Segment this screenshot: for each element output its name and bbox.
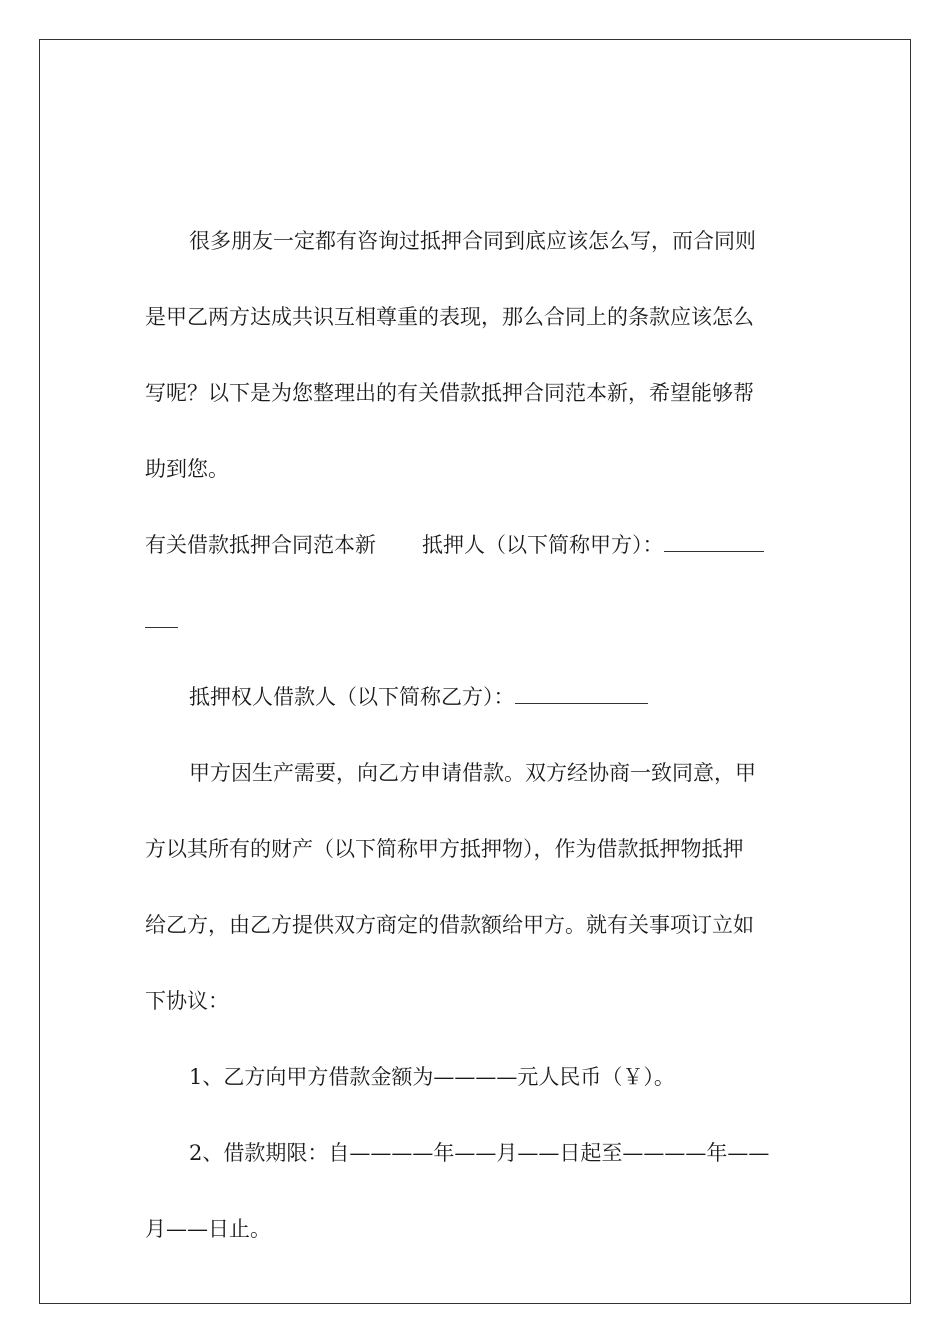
mortgagee-blank xyxy=(515,685,648,704)
mortgagee-label: 抵押权人借款人（以下简称乙方）： xyxy=(189,685,515,709)
intro-line: 很多朋友一定都有咨询过抵押合同到底应该怎么写，而合同则 xyxy=(189,229,756,253)
mortgagor-blank-continuation-line xyxy=(145,583,805,659)
body-line: 甲方因生产需要，向乙方申请借款。双方经协商一致同意，甲 xyxy=(189,761,756,785)
body-line: 方以其所有的财产（以下简称甲方抵押物），作为借款抵押物抵押 xyxy=(145,837,744,861)
body-line: 给乙方，由乙方提供双方商定的借款额给甲方。就有关事项订立如 xyxy=(145,913,754,937)
intro-line: 是甲乙两方达成共识互相尊重的表现，那么合同上的条款应该怎么 xyxy=(145,305,754,329)
mortgagor-blank xyxy=(664,533,764,552)
mortgagor-blank-continuation xyxy=(145,609,178,628)
mortgagee-line xyxy=(145,659,805,735)
document-body xyxy=(145,203,805,1267)
clause-1: 1、乙方向甲方借款金额为————元人民币（￥）。 xyxy=(189,1065,675,1089)
intro-line: 助到您。 xyxy=(145,457,229,481)
intro-line: 写呢？以下是为您整理出的有关借款抵押合同范本新，希望能够帮 xyxy=(145,381,754,405)
clause-2-line: 2、借款期限：自————年——月——日起至————年—— xyxy=(189,1141,770,1165)
mortgagor-label: 抵押人（以下简称甲方）： xyxy=(422,533,664,557)
clause-2-line: 月——日止。 xyxy=(145,1217,271,1241)
title-and-mortgagor-line xyxy=(145,507,805,583)
document-title: 有关借款抵押合同范本新 xyxy=(145,533,376,557)
body-line: 下协议： xyxy=(145,989,229,1013)
